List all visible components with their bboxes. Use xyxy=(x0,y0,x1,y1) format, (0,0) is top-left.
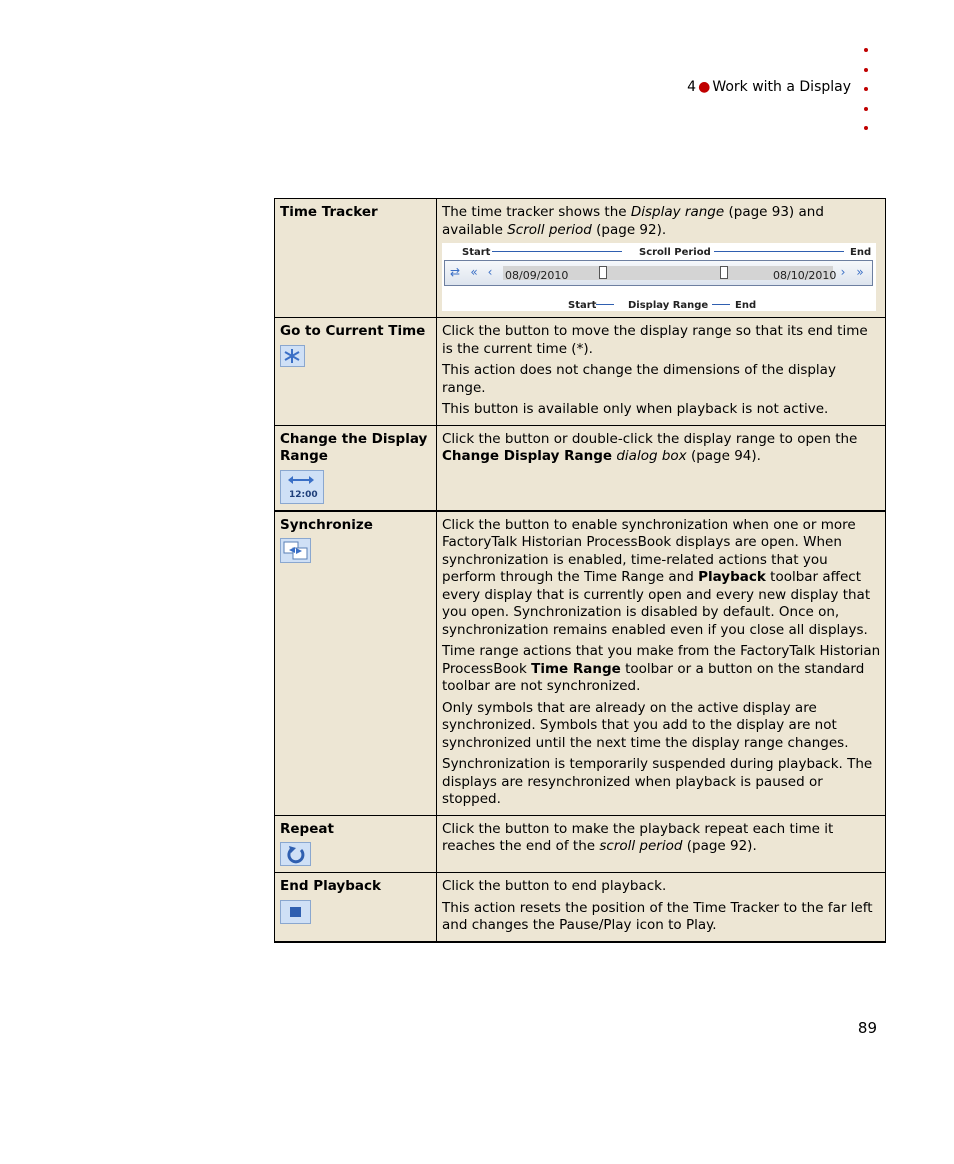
table-row xyxy=(275,425,886,511)
row-description xyxy=(437,511,886,816)
sync-icon[interactable]: ⇄ xyxy=(449,265,461,279)
time-tracker-bar[interactable] xyxy=(444,260,873,286)
row-description xyxy=(437,318,886,426)
description-paragraph: Click the button to end playback. xyxy=(442,878,667,894)
double-chevron-left-icon[interactable]: « xyxy=(470,265,478,279)
table-row xyxy=(275,199,886,318)
link-display-range[interactable]: Display range xyxy=(630,204,725,220)
tt-arrow-line xyxy=(714,251,844,252)
table-row xyxy=(275,873,886,942)
description-paragraph: This button is available only when playback is not active. xyxy=(442,401,829,417)
description-paragraph: Synchronization is temporarily suspended during playback. The displays are resynchronized when playback is paused or stopped. xyxy=(442,756,873,807)
description-paragraph: Click the button to move the display range so that its end time is the current time (*). xyxy=(442,323,868,357)
description-paragraph: Click the button or double-click the display range to open the Change Display Range dialog box (page 94). xyxy=(442,430,858,464)
toolbar-reference-table xyxy=(274,198,886,943)
asterisk-clock-icon[interactable] xyxy=(280,345,305,367)
stop-icon[interactable] xyxy=(280,900,311,924)
table-row xyxy=(275,815,886,873)
description-paragraph: Click the button to make the playback repeat each time it reaches the end of the scroll period (page 92). xyxy=(442,820,834,854)
row-name: Repeat xyxy=(275,815,437,873)
tt-arrow-line xyxy=(492,251,622,252)
row-description xyxy=(437,199,886,318)
tt-label-start: Start xyxy=(568,300,597,311)
description-paragraph: This action resets the position of the Time Tracker to the far left and changes the Pause/Play icon to Play. xyxy=(442,899,873,933)
description-paragraph: Only symbols that are already on the active display are synchronized. Symbols that you add to the display are not synchronized until the next time the display range changes. xyxy=(442,699,849,751)
description-paragraph: This action does not change the dimensions of the display range. xyxy=(442,362,836,396)
row-name: Time Tracker xyxy=(275,199,437,318)
chapter-number: 4 xyxy=(687,79,697,95)
tt-label-end: End xyxy=(850,247,872,258)
repeat-icon[interactable] xyxy=(280,842,311,866)
table-row xyxy=(275,511,886,816)
row-name: Synchronize xyxy=(275,511,437,816)
chapter-title: Work with a Display xyxy=(712,79,851,95)
description-paragraph: Click the button to enable synchronization when one or more FactoryTalk Historian ProcessBook displays are open. When synchronization is enabled, time-related actions that you perform through the Time Range and Playback toolbar affect every display that is currently open and every new display that you open. Synchronization is disabled by default. Once on, synchronization remains enabled even if you close all displays. xyxy=(442,516,871,638)
chevron-left-icon[interactable]: ‹ xyxy=(487,265,493,279)
svg-text:12:00: 12:00 xyxy=(289,489,318,500)
row-name: Change the Display Range 12:00 xyxy=(275,425,437,511)
double-chevron-right-icon[interactable]: » xyxy=(856,265,864,279)
row-name: End Playback xyxy=(275,873,437,942)
description-paragraph: Time range actions that you make from the FactoryTalk Historian ProcessBook Time Range toolbar or a button on the standard toolbar are not synchronized. xyxy=(442,643,881,694)
running-header xyxy=(687,79,851,95)
time-tracker-graphic xyxy=(442,243,876,311)
row-description xyxy=(437,873,886,942)
bullet-icon: ● xyxy=(698,79,711,95)
decorative-dots xyxy=(864,48,874,146)
page-number: 89 xyxy=(857,1019,877,1037)
table-row xyxy=(275,318,886,426)
chevron-right-icon[interactable]: › xyxy=(840,265,846,279)
link-scroll-period[interactable]: Scroll period xyxy=(507,221,592,238)
row-description xyxy=(437,815,886,873)
tt-label-display-range: Display Range xyxy=(628,300,709,311)
row-name: Go to Current Time xyxy=(275,318,437,426)
tt-label-start: Start xyxy=(462,247,491,258)
resize-range-icon[interactable] xyxy=(280,470,324,504)
end-date: 08/10/2010 xyxy=(773,269,837,282)
synchronize-icon[interactable] xyxy=(280,538,311,563)
tt-arrow-line xyxy=(712,304,730,305)
link-dialog-box[interactable]: dialog box xyxy=(616,448,687,464)
description-paragraph: The time tracker shows the Display range (page 93) and available Scroll period (page 92). xyxy=(442,204,824,238)
tt-label-end: End xyxy=(735,300,757,311)
end-handle[interactable] xyxy=(720,266,728,279)
start-handle[interactable] xyxy=(599,266,607,279)
tt-label-scroll-period: Scroll Period xyxy=(639,247,711,258)
start-date: 08/09/2010 xyxy=(505,269,569,282)
link-scroll-period[interactable]: scroll period xyxy=(599,838,683,854)
tt-arrow-line xyxy=(596,304,614,305)
row-description xyxy=(437,425,886,511)
